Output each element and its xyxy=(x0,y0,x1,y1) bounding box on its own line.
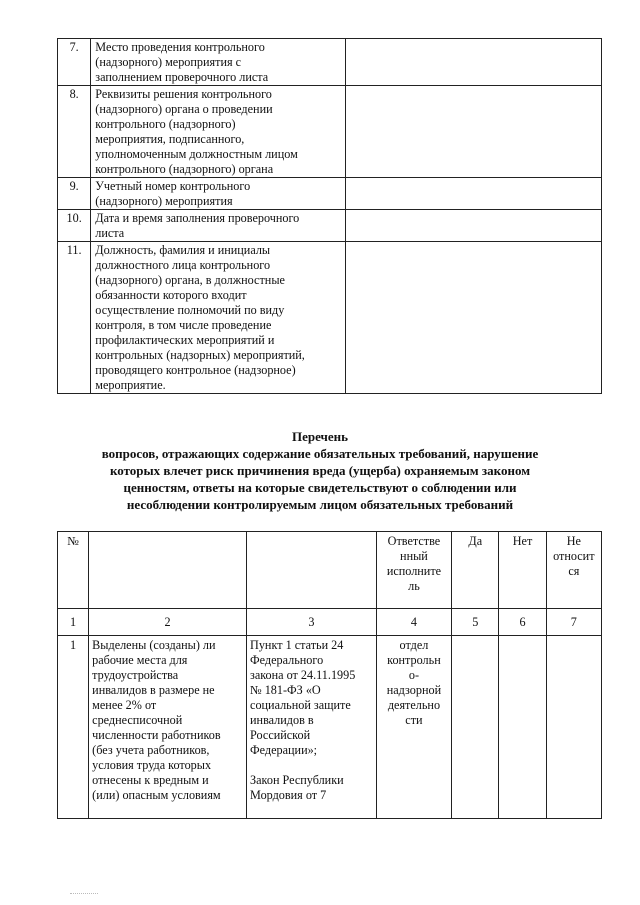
checklist-row-1 xyxy=(58,636,602,819)
executor-line: о- xyxy=(408,668,420,682)
question-line: (без учета работников, xyxy=(92,743,210,757)
executor-line: контрольн xyxy=(387,653,441,667)
info-row-value-field[interactable] xyxy=(345,178,601,210)
column-number: 2 xyxy=(89,609,247,636)
page-bottom-mark xyxy=(70,893,98,900)
reference-line: закона от 24.11.1995 xyxy=(250,668,356,682)
reference-line: инвалидов в xyxy=(250,713,314,727)
inspection-info-table xyxy=(57,38,602,394)
row-executor xyxy=(376,636,451,819)
question-line: численности работников xyxy=(92,728,221,742)
header-executor: Ответстве нный исполните ль xyxy=(376,532,451,609)
checklist-table xyxy=(57,531,602,819)
executor-line: деятельно xyxy=(387,698,441,712)
column-number-row xyxy=(58,609,602,636)
info-row-label-line: контроля, в том числе проведение xyxy=(95,318,272,332)
column-number: 1 xyxy=(58,609,89,636)
row-reference xyxy=(247,636,377,819)
info-row-value-field[interactable] xyxy=(345,39,601,86)
info-row-label-line: листа xyxy=(95,226,125,240)
reference-line: Российской xyxy=(250,728,311,742)
info-row-label-line: Учетный номер контрольного xyxy=(95,179,251,193)
header-not-applicable: Не относит ся xyxy=(546,532,601,609)
info-row xyxy=(58,178,602,210)
info-row-value-field[interactable] xyxy=(345,86,601,178)
info-row-label-line: профилактических мероприятий и xyxy=(95,333,275,347)
info-row-label-line: обязанности которого входит xyxy=(95,288,247,302)
info-row-label-line: проводящего контрольное (надзорное) xyxy=(95,363,296,377)
question-line: трудоустройства xyxy=(92,668,179,682)
question-line: условия труда которых xyxy=(92,758,212,772)
executor-line: отдел xyxy=(399,638,429,652)
header-no: Нет xyxy=(499,532,546,609)
info-row-number: 7. xyxy=(58,39,91,86)
info-row-label xyxy=(91,210,345,242)
executor-line: сти xyxy=(405,713,423,727)
question-line: среднесписочной xyxy=(92,713,183,727)
info-row-label-line: мероприятие. xyxy=(95,378,166,392)
info-row-label-line: заполнением проверочного листа xyxy=(95,70,269,84)
info-row-label-line: должностного лица контрольного xyxy=(95,258,271,272)
answer-yes-cell[interactable] xyxy=(452,636,499,819)
info-row xyxy=(58,210,602,242)
header-yes: Да xyxy=(452,532,499,609)
info-row-number: 8. xyxy=(58,86,91,178)
info-row-value-field[interactable] xyxy=(345,210,601,242)
checklist-subtitle-line: ценностям, ответы на которые свидетельствуют о соблюдении или xyxy=(123,480,517,495)
reference-gap xyxy=(250,758,373,773)
question-line: отнесены к вредным и xyxy=(92,773,209,787)
row-number: 1 xyxy=(58,636,89,819)
info-row-label xyxy=(91,86,345,178)
info-row-label xyxy=(91,39,345,86)
info-row-label-line: контрольных (надзорных) мероприятий, xyxy=(95,348,305,362)
reference-line: Закон Республики xyxy=(250,773,344,787)
checklist-subtitle-line: вопросов, отражающих содержание обязательных требований, нарушение xyxy=(101,446,539,461)
column-number: 3 xyxy=(247,609,377,636)
info-row-label-line: Место проведения контрольного xyxy=(95,40,265,54)
info-row xyxy=(58,86,602,178)
header-number: № xyxy=(58,532,89,609)
checklist-subtitle-line: которых влечет риск причинения вреда (ущерба) охраняемым законом xyxy=(109,463,531,478)
reference-line: Пункт 1 статьи 24 xyxy=(250,638,344,652)
info-row-label-line: контрольного (надзорного) xyxy=(95,117,236,131)
reference-line: Федерального xyxy=(250,653,324,667)
info-row-label-line: (надзорного) органа, в должностные xyxy=(95,273,285,287)
info-row-number: 9. xyxy=(58,178,91,210)
info-row-label-line: (надзорного) органа о проведении xyxy=(95,102,273,116)
info-row-label-line: мероприятия, подписанного, xyxy=(95,132,245,146)
column-number: 6 xyxy=(499,609,546,636)
answer-no-cell[interactable] xyxy=(499,636,546,819)
info-row-label-line: (надзорного) мероприятия xyxy=(95,194,233,208)
info-row-value-field[interactable] xyxy=(345,242,601,394)
executor-line: надзорной xyxy=(386,683,442,697)
column-number: 7 xyxy=(546,609,601,636)
checklist-heading xyxy=(40,428,600,513)
answer-not-applicable-cell[interactable] xyxy=(546,636,601,819)
column-number: 5 xyxy=(452,609,499,636)
info-row-label-line: (надзорного) мероприятия с xyxy=(95,55,242,69)
header-question xyxy=(89,532,247,609)
question-line: инвалидов в размере не xyxy=(92,683,215,697)
reference-line: № 181-ФЗ «О xyxy=(250,683,321,697)
reference-line: Федерации»; xyxy=(250,743,318,757)
question-line: Выделены (созданы) ли xyxy=(92,638,216,652)
info-row xyxy=(58,242,602,394)
column-number: 4 xyxy=(376,609,451,636)
info-row-label xyxy=(91,178,345,210)
reference-line: Мордовия от 7 xyxy=(250,788,327,802)
info-row xyxy=(58,39,602,86)
row-question xyxy=(89,636,247,819)
info-row-number: 11. xyxy=(58,242,91,394)
info-row-label xyxy=(91,242,345,394)
info-row-label-line: уполномоченным должностным лицом xyxy=(95,147,298,161)
checklist-header-row xyxy=(58,532,602,609)
info-row-label-line: Дата и время заполнения проверочного xyxy=(95,211,300,225)
question-line: (или) опасным условиям xyxy=(92,788,221,802)
reference-line: социальной защите xyxy=(250,698,351,712)
header-reference xyxy=(247,532,377,609)
checklist-title: Перечень xyxy=(291,429,349,444)
info-row-label-line: Должность, фамилия и инициалы xyxy=(95,243,271,257)
question-line: рабочие места для xyxy=(92,653,188,667)
info-row-label-line: осуществление полномочий по виду xyxy=(95,303,285,317)
info-row-label-line: контрольного (надзорного) органа xyxy=(95,162,274,176)
question-line: менее 2% от xyxy=(92,698,157,712)
info-row-number: 10. xyxy=(58,210,91,242)
checklist-subtitle-line: несоблюдении контролируемым лицом обязательных требований xyxy=(126,497,514,512)
info-row-label-line: Реквизиты решения контрольного xyxy=(95,87,272,101)
